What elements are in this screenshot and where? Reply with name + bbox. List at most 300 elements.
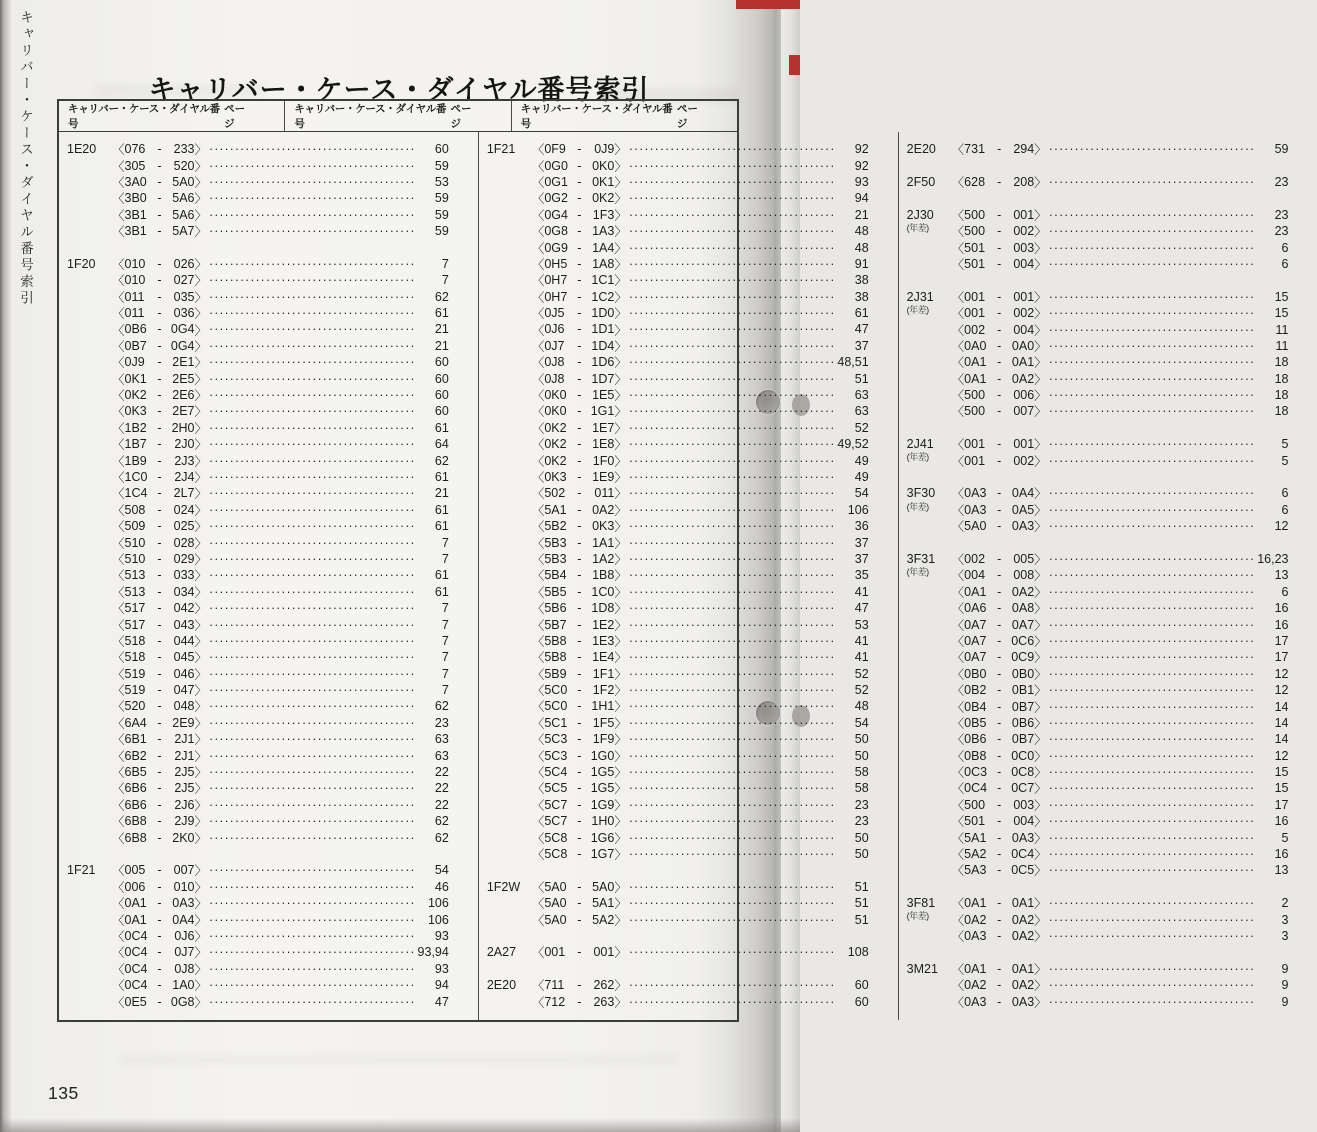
entry-to: 0A3 <box>1011 830 1035 845</box>
dot-leader <box>627 241 854 255</box>
entry-from: 0K3 <box>544 470 567 484</box>
bracket-open: 〈 <box>951 257 965 272</box>
entry-to: 0A3 <box>1011 519 1035 534</box>
entry-row <box>952 256 1289 272</box>
entry-row <box>112 829 449 845</box>
caliber-group <box>899 174 1317 190</box>
entry-page: 63 <box>854 388 869 403</box>
bracket-open: 〈 <box>112 471 125 486</box>
entry-to: 0A2 <box>1011 371 1035 386</box>
dot-leader <box>627 765 854 779</box>
entry-from: 0K1 <box>124 371 147 386</box>
entry-to: 1E5 <box>592 388 615 403</box>
bracket-open: 〈 <box>951 241 965 256</box>
bracket-close: 〉 <box>614 520 627 535</box>
entry-from: 5C0 <box>544 699 568 714</box>
dot-leader <box>1047 241 1274 255</box>
entry-separator: - <box>157 322 162 337</box>
bracket-close: 〉 <box>614 667 627 682</box>
entry-from: 3B0 <box>124 191 147 206</box>
entry-page: 16 <box>1274 814 1289 829</box>
dot-leader <box>627 618 854 632</box>
entry-from: 5C1 <box>544 715 568 730</box>
entry-row <box>952 502 1289 518</box>
entry-separator: - <box>997 502 1002 517</box>
entry-separator: - <box>157 568 162 583</box>
dot-leader <box>1047 404 1274 418</box>
dot-leader <box>1047 765 1274 779</box>
bracket-close: 〉 <box>1034 602 1047 617</box>
bracket-close: 〉 <box>194 979 208 994</box>
entry-separator: - <box>577 224 582 239</box>
entry-to: 1G5 <box>590 765 615 780</box>
entry-row <box>112 862 449 878</box>
caliber-code-block <box>899 174 952 190</box>
entry-to: 004 <box>1013 814 1035 829</box>
entry-to: 2J5 <box>174 765 195 780</box>
entry-separator: - <box>157 207 162 222</box>
entry-separator: - <box>577 289 582 304</box>
entry-row <box>952 223 1289 239</box>
dot-leader <box>1047 568 1274 582</box>
entry-page: 108 <box>847 945 869 960</box>
dot-leader <box>627 683 854 697</box>
dot-leader <box>207 388 434 402</box>
bracket-open: 〈 <box>112 569 125 584</box>
entry-separator: - <box>157 371 162 386</box>
bracket-close: 〉 <box>1034 634 1047 649</box>
entry-to: 2E5 <box>172 371 195 386</box>
entry-separator: - <box>997 240 1002 255</box>
entry-separator: - <box>997 174 1002 189</box>
bracket-close: 〉 <box>614 700 627 715</box>
dot-leader <box>1047 552 1258 566</box>
bracket-close: 〉 <box>614 356 627 371</box>
bottom-scan-shadow <box>0 1118 800 1132</box>
bracket-open: 〈 <box>951 831 965 846</box>
entry-list <box>112 256 478 846</box>
dot-leader <box>207 634 434 648</box>
entry-to: 2J3 <box>174 453 195 468</box>
bracket-open: 〈 <box>531 716 545 731</box>
entry-separator: - <box>577 486 582 501</box>
entry-row <box>532 666 869 682</box>
caliber-group <box>899 141 1317 157</box>
bracket-open: 〈 <box>112 782 125 797</box>
entry-to: 0K1 <box>592 174 615 189</box>
dot-leader <box>1047 454 1274 468</box>
caliber-code-block <box>899 289 952 316</box>
entry-from: 500 <box>964 224 986 239</box>
bracket-close: 〉 <box>614 389 627 404</box>
bracket-open: 〈 <box>951 602 965 617</box>
entry-to: 1G6 <box>590 830 615 845</box>
entry-page: 58 <box>854 765 869 780</box>
dot-leader <box>1047 700 1274 714</box>
entry-page: 46 <box>434 879 449 894</box>
bracket-close: 〉 <box>194 634 208 649</box>
entry-row <box>112 567 449 583</box>
bracket-close: 〉 <box>614 536 627 551</box>
bracket-open: 〈 <box>951 913 965 928</box>
entry-separator: - <box>157 174 162 189</box>
bracket-open: 〈 <box>112 257 125 272</box>
entry-from: 0K3 <box>124 404 147 419</box>
entry-row <box>952 797 1289 813</box>
entry-from: 731 <box>964 142 986 157</box>
bracket-close: 〉 <box>194 454 208 469</box>
dot-leader <box>207 306 434 320</box>
entry-to: 027 <box>173 273 195 288</box>
entry-separator: - <box>577 568 582 583</box>
bracket-open: 〈 <box>112 798 125 813</box>
entry-page: 93,94 <box>417 945 449 960</box>
bracket-open: 〈 <box>112 733 125 748</box>
bracket-open: 〈 <box>531 175 545 190</box>
bracket-open: 〈 <box>112 913 125 928</box>
bracket-close: 〉 <box>1034 798 1047 813</box>
entry-from: 011 <box>124 306 145 321</box>
entry-separator: - <box>157 978 162 993</box>
bracket-close: 〉 <box>614 651 627 666</box>
entry-page: 7 <box>441 601 449 616</box>
entry-row <box>532 993 869 1009</box>
entry-separator: - <box>157 863 162 878</box>
dot-leader <box>1047 306 1274 320</box>
entry-row <box>532 649 869 665</box>
entry-row <box>112 157 449 173</box>
entry-row <box>952 239 1289 255</box>
entry-row <box>952 321 1289 337</box>
entry-separator: - <box>157 961 162 976</box>
entry-page: 60 <box>434 355 449 370</box>
caliber-code-block <box>479 141 532 157</box>
bracket-close: 〉 <box>194 749 208 764</box>
entry-separator: - <box>997 453 1002 468</box>
entry-to: 011 <box>594 486 615 501</box>
entry-row <box>112 944 449 960</box>
dot-leader <box>627 339 854 353</box>
dot-leader <box>1047 913 1274 927</box>
entry-page: 54 <box>434 863 449 878</box>
dot-leader <box>627 486 854 500</box>
entry-separator: - <box>157 470 162 484</box>
entry-page: 11 <box>1275 338 1289 353</box>
bracket-open: 〈 <box>112 372 125 387</box>
entry-page: 92 <box>854 158 869 173</box>
dot-leader <box>627 880 854 894</box>
entry-list <box>952 207 1317 273</box>
entry-from: 001 <box>544 945 566 960</box>
bracket-close: 〉 <box>1034 749 1047 764</box>
entry-from: 517 <box>124 601 146 616</box>
entry-separator: - <box>577 191 582 206</box>
bracket-close: 〉 <box>614 684 627 699</box>
entry-separator: - <box>997 650 1002 665</box>
dot-leader <box>1047 831 1274 845</box>
bracket-close: 〉 <box>614 454 627 469</box>
dot-leader <box>207 208 434 222</box>
entry-separator: - <box>157 306 162 321</box>
entry-to: 1E9 <box>592 470 615 484</box>
entry-from: 513 <box>124 584 146 599</box>
bracket-open: 〈 <box>112 536 125 551</box>
entry-separator: - <box>577 781 582 796</box>
entry-page: 9 <box>1281 961 1289 976</box>
entry-row <box>112 600 449 616</box>
dot-leader <box>207 995 434 1009</box>
bracket-open: 〈 <box>951 520 965 535</box>
bracket-close: 〉 <box>1034 356 1047 371</box>
entry-from: 0B6 <box>964 732 987 747</box>
entry-page: 22 <box>434 781 449 796</box>
dot-leader <box>207 322 434 336</box>
entry-to: 0A1 <box>1011 355 1035 370</box>
bracket-open: 〈 <box>112 864 125 879</box>
dot-leader <box>207 781 434 795</box>
bracket-close: 〉 <box>614 225 627 240</box>
entry-row <box>532 977 869 993</box>
entry-from: 510 <box>124 551 146 566</box>
entry-from: 0A1 <box>964 355 987 370</box>
entry-separator: - <box>577 437 582 452</box>
bracket-open: 〈 <box>951 143 965 158</box>
bracket-close: 〉 <box>194 225 208 240</box>
entry-row <box>112 911 449 927</box>
entry-page: 94 <box>434 978 449 993</box>
bracket-close: 〉 <box>194 421 208 436</box>
dot-leader <box>1047 798 1274 812</box>
bracket-open: 〈 <box>531 733 545 748</box>
dot-leader <box>1047 962 1274 976</box>
entry-row <box>952 371 1289 387</box>
entry-row <box>952 747 1289 763</box>
entry-to: 0A8 <box>1011 601 1035 616</box>
entry-to: 1F3 <box>592 207 615 222</box>
red-edge-strip <box>736 0 800 9</box>
entry-page: 12 <box>1274 748 1289 763</box>
entry-from: 5B8 <box>544 633 567 648</box>
entry-separator: - <box>157 355 162 370</box>
entry-from: 0J8 <box>544 371 565 386</box>
caliber-code-block <box>899 551 952 578</box>
entry-row <box>112 682 449 698</box>
entry-separator: - <box>997 928 1002 943</box>
bracket-open: 〈 <box>951 979 965 994</box>
bracket-close: 〉 <box>194 569 208 584</box>
bracket-close: 〉 <box>614 241 627 256</box>
bracket-close: 〉 <box>614 307 627 322</box>
dot-leader <box>1047 372 1274 386</box>
entry-separator: - <box>997 633 1002 648</box>
header-page-label: ページ <box>224 103 246 130</box>
entry-from: 513 <box>124 568 146 583</box>
entry-page: 6 <box>1281 584 1289 599</box>
bracket-open: 〈 <box>531 585 545 600</box>
entry-row <box>112 256 449 272</box>
entry-to: 005 <box>1013 551 1035 566</box>
dot-leader <box>1047 519 1274 533</box>
year-rate-note: (年差) <box>906 501 929 512</box>
bracket-close: 〉 <box>1034 962 1047 977</box>
entry-page: 94 <box>854 191 869 206</box>
caliber-group <box>899 436 1317 469</box>
entry-separator: - <box>997 568 1002 583</box>
dot-leader <box>627 224 854 238</box>
dot-leader <box>1047 585 1274 599</box>
bracket-open: 〈 <box>112 995 125 1010</box>
dot-leader <box>627 404 854 418</box>
entry-page: 7 <box>441 273 449 288</box>
entry-row <box>532 157 869 173</box>
entry-page: 50 <box>854 748 869 763</box>
dot-leader <box>207 191 434 205</box>
bracket-open: 〈 <box>951 290 965 305</box>
entry-to: 045 <box>173 650 195 665</box>
entry-from: 0G2 <box>544 191 568 206</box>
bracket-close: 〉 <box>194 471 208 486</box>
entry-from: 0C4 <box>124 978 148 993</box>
bracket-open: 〈 <box>531 257 545 272</box>
bracket-open: 〈 <box>531 897 545 912</box>
entry-to: 1D8 <box>591 601 615 616</box>
entry-row <box>532 764 869 780</box>
bracket-open: 〈 <box>951 667 965 682</box>
entry-page: 59 <box>434 207 449 222</box>
entry-row <box>532 698 869 714</box>
bracket-close: 〉 <box>1034 913 1047 928</box>
entry-page: 11 <box>1275 322 1289 337</box>
entry-page: 23 <box>434 715 449 730</box>
entry-separator: - <box>157 486 162 501</box>
entry-page: 106 <box>427 912 449 927</box>
entry-separator: - <box>577 830 582 845</box>
bracket-open: 〈 <box>531 225 545 240</box>
entry-page: 58 <box>854 781 869 796</box>
bracket-open: 〈 <box>112 749 125 764</box>
entry-to: 0A2 <box>1011 978 1035 993</box>
bracket-open: 〈 <box>531 356 545 371</box>
entry-row <box>532 354 869 370</box>
page-number: 135 <box>48 1083 79 1103</box>
entry-to: 1A4 <box>592 240 615 255</box>
entry-row <box>532 879 869 895</box>
bracket-close: 〉 <box>1034 405 1047 420</box>
entry-separator: - <box>997 912 1002 927</box>
bracket-open: 〈 <box>112 503 125 518</box>
entry-to: 0K0 <box>592 158 615 173</box>
entry-row <box>952 616 1289 632</box>
entry-to: 262 <box>593 978 615 993</box>
entry-row <box>112 698 449 714</box>
dot-leader <box>1047 388 1274 402</box>
bracket-close: 〉 <box>1034 553 1047 567</box>
bracket-open: 〈 <box>531 815 545 830</box>
entry-to: 047 <box>173 683 195 698</box>
entry-to: 1F2 <box>592 683 615 698</box>
entry-separator: - <box>157 928 162 943</box>
dot-leader <box>1047 978 1274 992</box>
caliber-group <box>479 141 898 862</box>
bracket-close: 〉 <box>614 143 627 158</box>
entry-to: 0C6 <box>1011 633 1035 648</box>
entry-to: 2H0 <box>171 420 195 435</box>
dot-leader <box>207 437 434 451</box>
bracket-close: 〉 <box>614 192 627 207</box>
entry-to: 2J5 <box>174 781 195 796</box>
entry-list <box>532 977 898 1010</box>
caliber-code-block <box>479 977 532 993</box>
entry-row <box>112 993 449 1009</box>
bracket-open: 〈 <box>531 487 545 502</box>
entry-to: 2L7 <box>173 486 195 501</box>
entry-row <box>952 698 1289 714</box>
entry-to: 029 <box>173 551 195 566</box>
dot-leader <box>627 798 854 812</box>
entry-list <box>952 895 1317 944</box>
entry-from: 501 <box>964 256 986 271</box>
bracket-open: 〈 <box>951 684 965 699</box>
entry-page: 48 <box>854 240 869 255</box>
entry-from: 0K2 <box>544 420 567 435</box>
dot-leader <box>207 536 434 550</box>
entry-separator: - <box>157 617 162 632</box>
entry-row <box>952 780 1289 796</box>
entry-separator: - <box>997 847 1002 862</box>
entry-separator: - <box>577 814 582 829</box>
entry-from: 5B8 <box>544 650 567 665</box>
entry-from: 0A1 <box>964 371 987 386</box>
entry-separator: - <box>577 306 582 321</box>
bracket-open: 〈 <box>112 487 125 502</box>
entry-list <box>532 944 898 960</box>
entry-to: 006 <box>1013 388 1035 403</box>
entry-from: 1B2 <box>124 420 147 435</box>
entry-page: 53 <box>854 617 869 632</box>
year-rate-note: (年差) <box>906 304 929 315</box>
entry-row <box>112 387 449 403</box>
entry-page: 7 <box>441 256 449 271</box>
bracket-close: 〉 <box>194 143 208 158</box>
entry-page: 6 <box>1281 502 1289 517</box>
entry-from: 0A7 <box>964 617 987 632</box>
bracket-open: 〈 <box>531 339 545 354</box>
entry-separator: - <box>157 388 162 403</box>
dot-leader <box>207 290 434 304</box>
entry-page: 15 <box>1274 306 1289 321</box>
entry-separator: - <box>577 732 582 747</box>
entry-to: 1E8 <box>592 437 615 452</box>
bracket-close: 〉 <box>1034 389 1047 404</box>
entry-separator: - <box>997 748 1002 763</box>
entry-row <box>112 174 449 190</box>
entry-from: 0J8 <box>544 355 565 370</box>
entry-from: 011 <box>124 289 145 304</box>
bracket-open: 〈 <box>951 815 965 830</box>
entry-page: 60 <box>434 371 449 386</box>
entry-to: 1H0 <box>591 814 615 829</box>
entry-to: 001 <box>1013 437 1035 452</box>
entry-row <box>952 846 1289 862</box>
header-number-label: キャリバー・ケース・ダイヤル番号 <box>520 103 673 130</box>
caliber-group <box>899 895 1317 944</box>
entry-page: 36 <box>854 519 869 534</box>
entry-separator: - <box>997 715 1002 730</box>
entry-row <box>952 551 1289 567</box>
entry-page: 60 <box>434 404 449 419</box>
entry-separator: - <box>577 502 582 517</box>
entry-row <box>112 895 449 911</box>
